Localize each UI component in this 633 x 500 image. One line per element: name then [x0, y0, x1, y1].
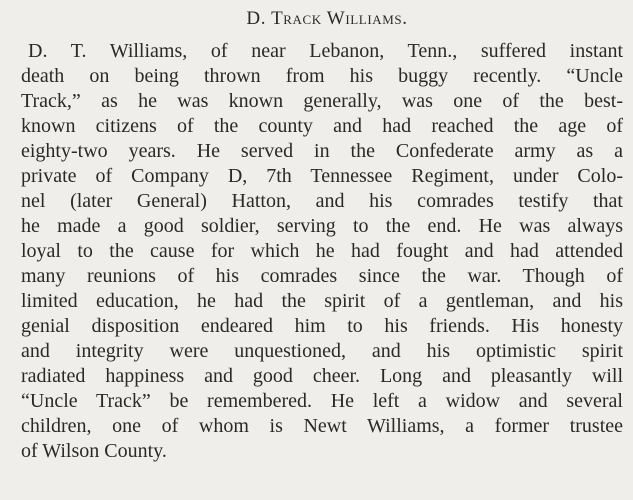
article-line: known citizens of the county and had reached the age of	[21, 115, 623, 137]
article-line: private of Company D, 7th Tennessee Regiment, under Colo-	[21, 165, 623, 187]
article-line: “Uncle Track” be remembered. He left a widow and several	[21, 390, 623, 412]
article-heading: D. Track Williams.	[246, 8, 408, 29]
article-line: Track,” as he was known generally, was one of the best-	[21, 90, 623, 112]
article-line: of Wilson County.	[21, 440, 167, 462]
article-line: limited education, he had the spirit of a gentleman, and his	[21, 290, 623, 312]
article-line: loyal to the cause for which he had fought and had attended	[21, 240, 623, 262]
article-line: children, one of whom is Newt Williams, a former trustee	[21, 415, 623, 437]
article-line: radiated happiness and good cheer. Long and pleasantly will	[21, 365, 623, 387]
article-line: and integrity were unquestioned, and his optimistic spirit	[21, 340, 623, 362]
article-line: eighty-two years. He served in the Confederate army as a	[21, 140, 623, 162]
article-line: many reunions of his comrades since the war. Though of	[21, 265, 623, 287]
article-line: genial disposition endeared him to his friends. His honesty	[21, 315, 623, 337]
article-body	[21, 39, 623, 464]
article-line: D. T. Williams, of near Lebanon, Tenn., suffered instant	[28, 40, 623, 62]
article-line: he made a good soldier, serving to the end. He was always	[21, 215, 623, 237]
article-line: nel (later General) Hatton, and his comrades testify that	[21, 190, 623, 212]
article-line: death on being thrown from his buggy recently. “Uncle	[21, 65, 623, 87]
